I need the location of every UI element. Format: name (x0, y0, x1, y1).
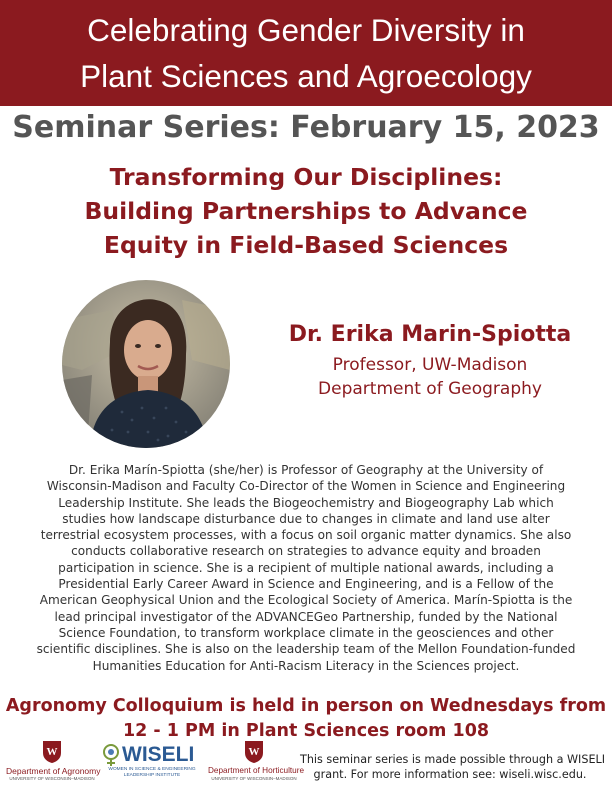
bio-line: Wisconsin-Madison and Faculty Co-Director of the Women in Science and Engineering (46, 479, 566, 494)
bio-line: participation in science. She is a recipient of multiple national awards, including a (58, 560, 554, 575)
bio-line: lead principal investigator of the ADVANCEGeo Partnership, funded by the National (54, 609, 558, 624)
footnote-line-2: grant. For more information see: wiseli.wisc.edu. (313, 768, 587, 781)
colloquium-info (0, 694, 612, 744)
speaker-role (260, 353, 600, 401)
speaker-photo (62, 280, 230, 448)
speaker-name: Dr. Erika Marin-Spiotta (288, 322, 572, 347)
wiseli-logo (100, 743, 204, 779)
uw-crest-icon (244, 740, 264, 764)
bio-line: studies how landscape disturbance due to changes in climate and land use alter (62, 511, 550, 526)
speaker-role-line-2: Department of Geography (318, 379, 542, 399)
bio-line: American Geophysical Union and the Ecological Society of America. Marín-Spiotta is the (39, 593, 573, 608)
horticulture-logo (208, 740, 305, 782)
wiseli-logo-sub-2: LEADERSHIP INSTITUTE (123, 773, 181, 778)
agronomy-logo (6, 740, 101, 782)
colloquium-line-1: Agronomy Colloquium is held in person on Wednesdays from (5, 696, 607, 716)
bio-line: scientific disciplines. She is also on the leadership team of the Mellon Foundation-funded (36, 642, 576, 657)
horticulture-logo-sub: UNIVERSITY OF WISCONSIN–MADISON (211, 776, 297, 781)
bio-line: Presidential Early Career Award in Science and Engineering, and is a Fellow of the (58, 577, 554, 592)
speaker-role-line-1: Professor, UW-Madison (332, 355, 528, 375)
wiseli-icon (100, 743, 122, 767)
funding-footnote (300, 752, 606, 782)
horticulture-logo-name: Department of Horticulture (208, 766, 305, 775)
talk-title-line-3: Equity in Field-Based Sciences (103, 231, 509, 259)
wiseli-logo-sub-1: WOMEN IN SCIENCE & ENGINEERING (108, 767, 196, 772)
bio-line: terrestrial ecosystem processes, with a focus on soil organic matter dynamics. She also (40, 528, 572, 543)
talk-title-line-1: Transforming Our Disciplines: (109, 163, 503, 191)
agronomy-logo-name: Department of Agronomy (6, 766, 101, 776)
speaker-bio (0, 462, 612, 674)
bio-line: conducts collaborative research on strategies to advance equity and broaden (71, 544, 541, 559)
seminar-date-heading: Seminar Series: February 15, 2023 (12, 110, 600, 145)
talk-title-line-2: Building Partnerships to Advance (84, 197, 528, 225)
uw-crest-icon (42, 740, 62, 764)
bio-line: Science Foundation, to transform workplace climate in the geosciences and other (58, 625, 554, 640)
title-banner (0, 0, 612, 106)
bio-line: Humanities Education for Anti-Racism Literacy in the Sciences project. (92, 658, 520, 673)
talk-title (0, 160, 612, 262)
svg-text:W: W (248, 746, 260, 758)
banner-title-line-1: Celebrating Gender Diversity in (87, 12, 525, 48)
wiseli-logo-name: WISELI (122, 743, 195, 766)
colloquium-line-2: 12 - 1 PM in Plant Sciences room 108 (122, 721, 490, 741)
agronomy-logo-sub: UNIVERSITY OF WISCONSIN–MADISON (9, 776, 95, 781)
footnote-line-1: This seminar series is made possible through a WISELI (300, 753, 606, 766)
svg-text:W: W (46, 746, 58, 758)
banner-title-line-2: Plant Sciences and Agroecology (80, 58, 532, 94)
bio-line: Dr. Erika Marín-Spiotta (she/her) is Professor of Geography at the University of (68, 463, 544, 477)
bio-line: Leadership Institute. She leads the Biogeochemistry and Biogeography Lab which (58, 495, 554, 510)
